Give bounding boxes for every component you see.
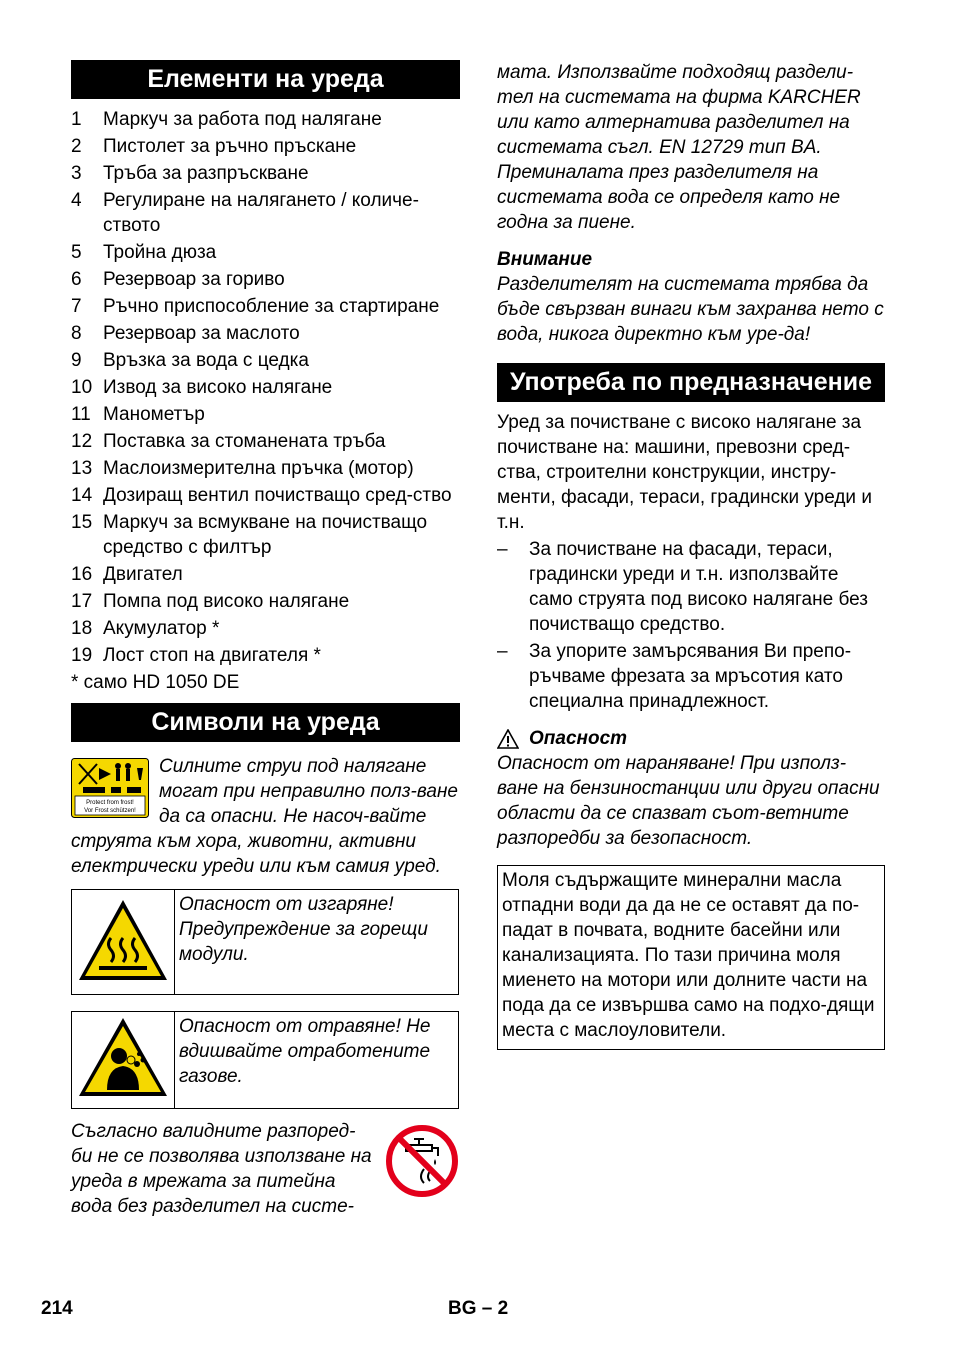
part-item: [71, 562, 460, 587]
part-label: Акумулатор *: [103, 618, 220, 639]
usage-section-title: Употреба по предназначение: [497, 363, 885, 402]
part-item: [71, 429, 460, 454]
high-pressure-symbol-block: [71, 754, 460, 879]
part-item: [71, 294, 460, 319]
part-item: [71, 134, 460, 159]
elements-section-title: Елементи на уреда: [71, 60, 460, 99]
burn-warning-table: [71, 889, 459, 995]
usage-item-dash: –: [497, 539, 508, 560]
part-number: 5: [71, 242, 82, 263]
sticker-text-2: Vor Frost schützen!: [84, 808, 136, 814]
warning-triangle-icon: [497, 729, 519, 749]
part-label: Резервоар за гориво: [103, 269, 285, 290]
page-number: 214: [41, 1298, 73, 1319]
symbols-section-title: Символи на уреда: [71, 703, 460, 742]
part-item: [71, 107, 460, 132]
part-number: 3: [71, 163, 82, 184]
usage-text: Уред за почистване с високо налягане за почистване на: машини, превозни сред-ства, строителни конструкции, инстру-менти, фасади, тераси, градински уреди и т.н.: [497, 412, 872, 533]
attention-text: Разделителят на системата трябва да бъде свързван винаги към захранва нето с вода, никога директно към уре-да!: [497, 274, 884, 345]
part-label: Тройна дюза: [103, 242, 217, 263]
part-number: 11: [71, 404, 91, 425]
system-separator-text: мата. Използвайте подходящ раздели-тел на системата на фирма KARCHER или като алтернатива разделител на системата съгл. EN 12729 тип BA. Преминалата през разделителя на системата вода се определя като не годна за пиене.: [497, 62, 861, 233]
toxic-gas-icon: [75, 1014, 171, 1102]
part-number: 2: [71, 136, 82, 157]
part-label: Дозиращ вентил почистващо сред-ство: [103, 485, 452, 506]
footnote: * само HD 1050 DE: [71, 672, 240, 693]
part-number: 16: [71, 564, 93, 585]
danger-text: Опасност от нараняване! При използ-ване на бензиностанции или други опасни области да се спазват съот-ветните разпоредби за безопасност.: [497, 753, 880, 849]
drinking-water-text: Съгласно валидните разпоред-би не се позволява използване на уреда в мрежата за питейна вода без разделител на систе-: [71, 1121, 372, 1217]
part-label: Връзка за вода с цедка: [103, 350, 309, 371]
parts-list: [71, 107, 460, 668]
usage-list: [497, 537, 885, 714]
part-label: Лост стоп на двигателя *: [103, 645, 321, 666]
usage-item: [497, 537, 885, 637]
part-label: Регулиране на налягането / количе-ството: [103, 190, 419, 236]
part-item: [71, 456, 460, 481]
part-number: 9: [71, 350, 82, 371]
part-item: [71, 348, 460, 373]
part-label: Помпа под високо налягане: [103, 591, 350, 612]
part-item: [71, 161, 460, 186]
left-column: [71, 60, 460, 1219]
part-number: 12: [71, 431, 93, 452]
part-item: [71, 188, 460, 238]
part-number: 14: [71, 485, 93, 506]
part-label: Ръчно приспособление за стартиране: [103, 296, 440, 317]
part-label: Поставка за стоманената тръба: [103, 431, 386, 452]
part-item: [71, 643, 460, 668]
poison-warning-text: Опасност от отравяне! Не вдишвайте отработените газове.: [175, 1012, 459, 1109]
usage-item-text: За упорите замърсявания Ви препо-ръчваме фрезата за мръсотия като специална принадлежност.: [529, 641, 852, 712]
part-item: [71, 483, 460, 508]
part-number: 13: [71, 458, 93, 479]
high-pressure-warning-icon: [71, 758, 149, 818]
usage-item: [497, 639, 885, 714]
part-item: [71, 267, 460, 292]
part-number: 1: [71, 109, 82, 130]
high-pressure-warning-text: Силните струи под налягане могат при неправилно полз-ване да са опасни. Не насоч-вайте струята към хора, животни, активни електрически уреди или към самия уред.: [71, 756, 458, 877]
part-number: 18: [71, 618, 93, 639]
part-number: 19: [71, 645, 93, 666]
part-label: Извод за високо налягане: [103, 377, 333, 398]
poison-warning-icon-cell: [72, 1012, 175, 1109]
part-number: 15: [71, 512, 93, 533]
part-label: Пистолет за ръчно пръскане: [103, 136, 357, 157]
burn-warning-icon-cell: [72, 890, 175, 995]
part-label: Манометър: [103, 404, 205, 425]
part-number: 10: [71, 377, 93, 398]
part-number: 7: [71, 296, 82, 317]
part-item: [71, 589, 460, 614]
part-item: [71, 402, 460, 427]
part-label: Маркуч за всмукване на почистващо средство с филтър: [103, 512, 428, 558]
danger-heading-row: [497, 726, 885, 751]
part-number: 6: [71, 269, 82, 290]
part-item: [71, 616, 460, 641]
danger-heading: Опасност: [529, 728, 628, 749]
part-number: 17: [71, 591, 93, 612]
part-item: [71, 510, 460, 560]
sticker-text-1: Protect from frost!: [86, 800, 134, 806]
part-label: Резервоар за маслото: [103, 323, 300, 344]
right-column: [497, 60, 885, 1050]
burn-warning-text: Опасност от изгаряне! Предупреждение за горещи модули.: [175, 890, 459, 995]
poison-warning-table: [71, 1011, 459, 1109]
usage-item-text: За почистване на фасади, тераси, градински уреди и т.н. използвайте само струята под високо налягане без почистващо средство.: [529, 539, 868, 635]
part-number: 8: [71, 323, 82, 344]
attention-heading: Внимание: [497, 249, 593, 270]
drinking-water-block: [71, 1119, 460, 1219]
part-label: Тръба за разпръскване: [103, 163, 309, 184]
part-item: [71, 240, 460, 265]
language-page-label: BG – 2: [448, 1298, 509, 1319]
part-number: 4: [71, 190, 82, 211]
part-item: [71, 321, 460, 346]
environment-note-box: Моля съдържащите минерални масла отпадни води да да не се оставят да по-падат в почвата, водните басейни или канализацията. По тази причина моля миенето на мотори или долните части на пода да се извършва само на подхо-дящи места с маслоуловители.: [497, 865, 885, 1050]
part-label: Маслоизмерителна пръчка (мотор): [103, 458, 414, 479]
hot-surface-icon: [75, 894, 171, 986]
no-drinking-water-icon: [384, 1123, 460, 1199]
part-label: Двигател: [103, 564, 183, 585]
usage-item-dash: –: [497, 641, 508, 662]
part-item: [71, 375, 460, 400]
part-label: Маркуч за работа под налягане: [103, 109, 382, 130]
